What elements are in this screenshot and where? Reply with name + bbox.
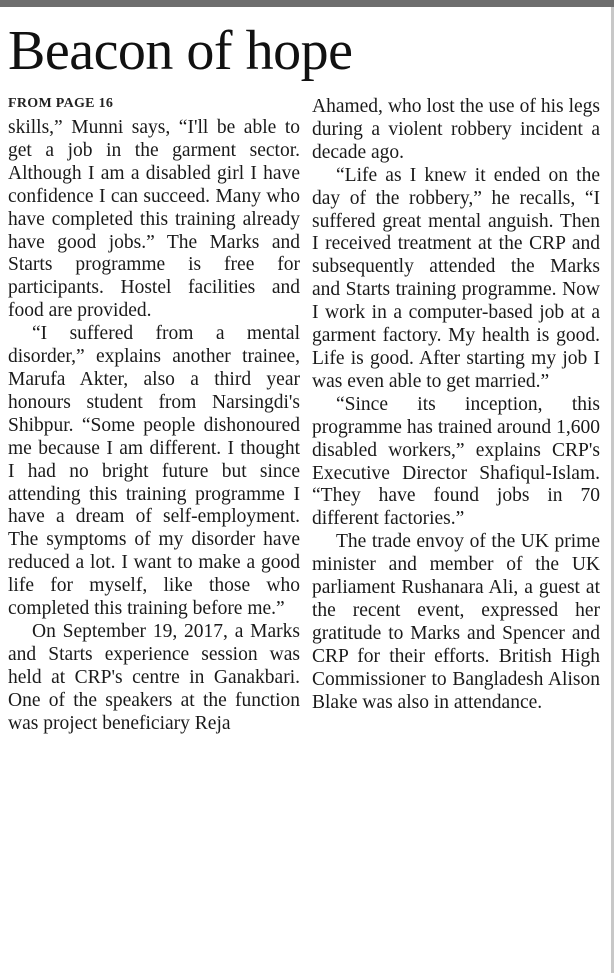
paragraph: “Life as I knew it ended on the day of the robbery,” he recalls, “I suffered great mental anguish. Then I received treatment at the CRP and subsequently attended the Marks and Starts training programme. Now I work in a computer-based job at a garment factory. My health is good. Life is good. After starting my job I was even able to get married.” [312,164,600,392]
top-rule [0,0,614,7]
article-column-right [312,96,600,714]
dateline: FROM PAGE 16 [8,96,114,111]
paragraph: On September 19, 2017, a Marks and Starts experience session was held at CRP's centre in Ganakbari. One of the speakers at the function was project beneficiary Reja [8,620,300,734]
paragraph: skills,” Munni says, “I'll be able to get a job in the garment sector. Although I am a disabled girl I have confidence I can succeed. Many who have completed this training already have good jobs.” The Marks and Starts programme is free for participants. Hostel facilities and food are provided. [8,117,300,322]
headline: Beacon of hope [8,20,353,82]
paragraph: “Since its inception, this programme has trained around 1,600 disabled workers,” explains CRP's Executive Director Shafiqul-Islam. “They have found jobs in 70 different factories.” [312,393,600,530]
paragraph: “I suffered from a mental disorder,” explains another trainee, Marufa Akter, also a third year honours student from Narsingdi's Shibpur. “Some people dishonoured me because I am different. I thought I had no bright future but since attending this training programme I have a dream of self-employment. The symptoms of my disorder have reduced a lot. I want to make a good life for myself, like those who completed this training before me.” [8,323,300,620]
article-column-left [8,117,300,735]
paragraph: The trade envoy of the UK prime minister and member of the UK parliament Rushanara Ali, a guest at the recent event, expressed her gratitude to Marks and Spencer and CRP for their efforts. British High Commissioner to Bangladesh Alison Blake was also in attendance. [312,531,600,713]
paragraph: Ahamed, who lost the use of his legs during a violent robbery incident a decade ago. [312,96,600,163]
